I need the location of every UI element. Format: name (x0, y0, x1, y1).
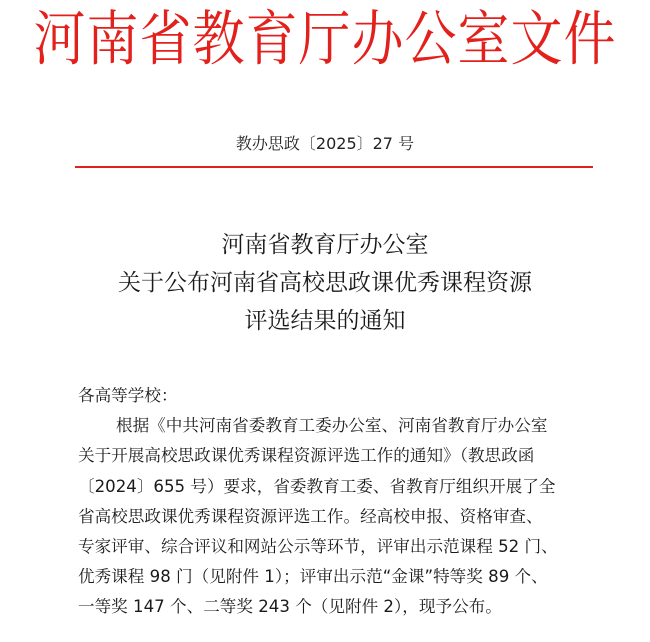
title-line: 河南省教育厅办公室 (221, 232, 429, 258)
body-line: 关于开展高校思政课优秀课程资源评选工作的通知》（教思政函 (78, 446, 535, 466)
document-number: 教办思政〔2025〕27 号 (235, 134, 415, 153)
body-line: 优秀课程 98 门（见附件 1）；评审出示范“金课”特等奖 89 个、 (78, 567, 548, 587)
document-body (78, 381, 598, 623)
title-line: 评选结果的通知 (244, 308, 406, 334)
body-line: 专家评审、综合评议和网站公示等环节，评审出示范课程 52 门、 (78, 536, 558, 556)
body-line: 省高校思政课优秀课程资源评选工作。经高校申报、资格审查、 (78, 506, 543, 526)
body-line: 根据《中共河南省委教育工委办公室、河南省教育厅办公室 (116, 416, 548, 436)
red-separator-line (75, 166, 593, 168)
salutation: 各高等学校： (78, 386, 178, 405)
title-line: 关于公布河南省高校思政课优秀课程资源 (118, 270, 532, 296)
document-masthead: 河南省教育厅办公室文件 (33, 5, 617, 75)
body-line: 一等奖 147 个、二等奖 243 个（见附件 2），现予公布。 (78, 597, 502, 617)
body-line: 〔2024〕655 号）要求，省委教育工委、省教育厅组织开展了全 (78, 476, 556, 496)
document-title (0, 226, 650, 340)
